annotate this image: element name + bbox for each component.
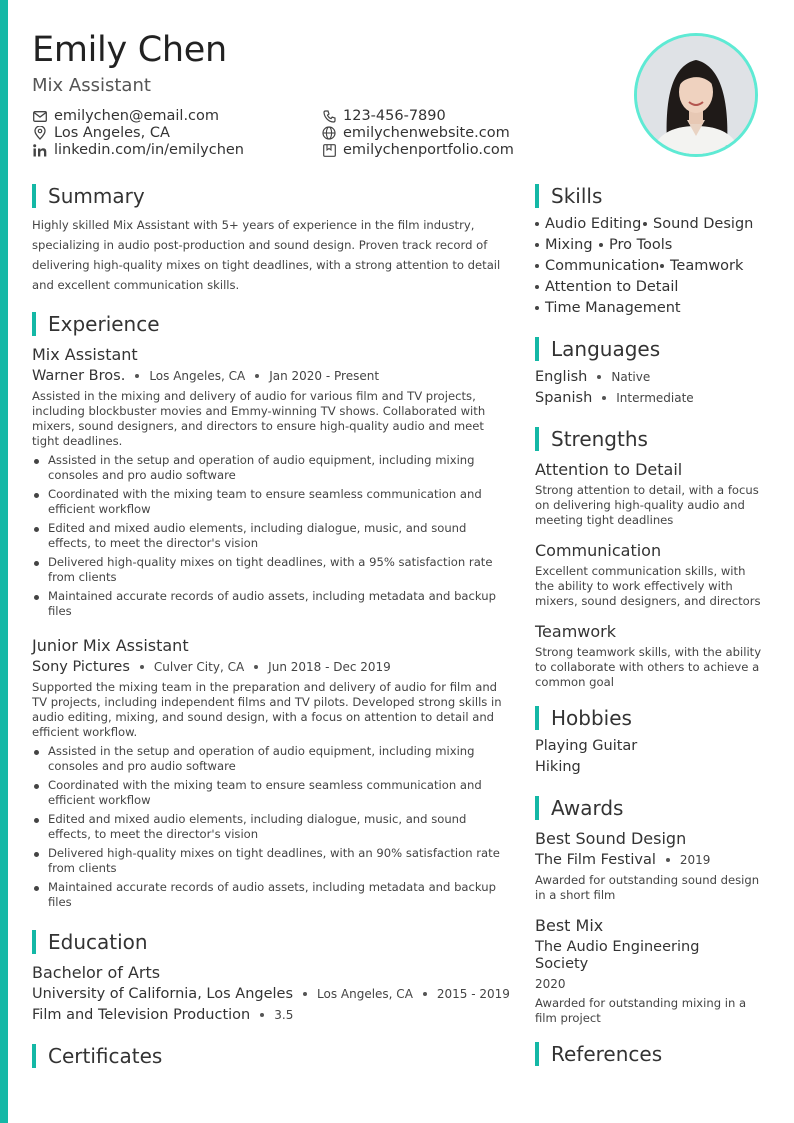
job-meta xyxy=(32,368,379,384)
hobby-item: Playing Guitar xyxy=(535,738,638,754)
education-gpa: 3.5 xyxy=(274,1008,294,1022)
job-dates: Jan 2020 - Present xyxy=(269,369,380,383)
envelope-icon xyxy=(32,109,48,123)
separator-dot xyxy=(666,858,670,862)
skill-item xyxy=(535,279,678,295)
heading-accent xyxy=(535,1042,539,1066)
candidate-role: Mix Assistant xyxy=(32,75,151,96)
heading-accent xyxy=(32,930,36,954)
skill-label: Teamwork xyxy=(670,258,744,274)
job-title: Mix Assistant xyxy=(32,345,138,364)
award-org: The Film Festival xyxy=(535,852,656,868)
job-location: Los Angeles, CA xyxy=(149,369,246,383)
experience-heading xyxy=(32,312,160,336)
education-heading xyxy=(32,930,148,954)
job-location: Culver City, CA xyxy=(153,660,245,674)
contact-email[interactable] xyxy=(32,108,219,124)
map-pin-icon xyxy=(32,126,48,140)
summary-heading xyxy=(32,184,145,208)
contact-website[interactable] xyxy=(321,125,510,141)
list-item: Coordinated with the mixing team to ensure seamless communication and efficient workflow xyxy=(32,487,510,517)
summary-heading-text: Summary xyxy=(48,184,145,208)
education-degree: Bachelor of Arts xyxy=(32,963,161,982)
references-heading-text: References xyxy=(551,1042,663,1066)
list-item: Edited and mixed audio elements, including dialogue, music, and sound effects, to meet the director's vision xyxy=(32,521,510,551)
heading-accent xyxy=(535,184,539,208)
language-row xyxy=(535,390,694,406)
separator-dot xyxy=(140,665,144,669)
separator-dot xyxy=(602,396,606,400)
skill-item xyxy=(535,300,681,316)
skill-label: Communication xyxy=(545,258,660,274)
hobby-item: Hiking xyxy=(535,759,581,775)
separator-dot xyxy=(423,992,427,996)
bullet-dot xyxy=(535,264,539,268)
contact-portfolio[interactable] xyxy=(321,142,514,158)
skill-item xyxy=(535,237,593,253)
heading-accent xyxy=(32,184,36,208)
linkedin-text: linkedin.com/in/emilychen xyxy=(54,142,244,158)
award-desc: Awarded for outstanding mixing in a film project xyxy=(535,996,747,1025)
education-field: Film and Television Production xyxy=(32,1007,251,1023)
heading-accent xyxy=(32,312,36,336)
award-meta xyxy=(535,852,710,868)
bullet-dot xyxy=(535,306,539,310)
heading-accent xyxy=(535,706,539,730)
award-title: Best Sound Design xyxy=(535,829,687,848)
skill-label: Pro Tools xyxy=(609,237,673,253)
skill-item xyxy=(643,216,753,232)
separator-dot xyxy=(597,375,601,379)
languages-heading xyxy=(535,337,660,361)
bullet-dot xyxy=(660,264,664,268)
left-accent-bar xyxy=(0,0,8,1123)
skill-item xyxy=(535,258,659,274)
strength-title: Attention to Detail xyxy=(535,460,683,479)
strengths-heading xyxy=(535,427,648,451)
education-heading-text: Education xyxy=(48,930,148,954)
separator-dot xyxy=(254,665,258,669)
bullet-dot xyxy=(535,285,539,289)
job-description: Assisted in the mixing and delivery of audio for various film and TV projects, including blockbuster movies and Emmy-winning TV shows. Collaborated with mixers, sound designers, and directors to ensure high-quality audio and meet tight deadlines. xyxy=(32,389,486,448)
languages-heading-text: Languages xyxy=(551,337,661,361)
list-item: Assisted in the setup and operation of audio equipment, including mixing consoles and pro audio software xyxy=(32,453,510,483)
hobbies-heading xyxy=(535,706,632,730)
references-heading xyxy=(535,1042,662,1066)
list-item: Maintained accurate records of audio assets, including metadata and backup files xyxy=(32,880,510,910)
list-item: Edited and mixed audio elements, including dialogue, music, and sound effects, to meet the director's vision xyxy=(32,812,510,842)
education-location: Los Angeles, CA xyxy=(317,987,413,1001)
heading-accent xyxy=(535,337,539,361)
portfolio-text: emilychenportfolio.com xyxy=(343,142,514,158)
bullet-dot xyxy=(535,243,539,247)
bullet-dot xyxy=(599,243,603,247)
phone-text: 123-456-7890 xyxy=(343,108,446,124)
list-item: Assisted in the setup and operation of audio equipment, including mixing consoles and pro audio software xyxy=(32,744,510,774)
profile-photo xyxy=(634,33,758,157)
contact-phone[interactable] xyxy=(321,108,446,124)
contact-location xyxy=(32,125,170,141)
job-company: Warner Bros. xyxy=(32,368,126,384)
candidate-name: Emily Chen xyxy=(32,30,227,70)
award-desc: Awarded for outstanding sound design in a short film xyxy=(535,873,760,902)
list-item: Delivered high-quality mixes on tight deadlines, with an 90% satisfaction rate from clients xyxy=(32,846,510,876)
portfolio-icon xyxy=(321,143,337,157)
education-dates: 2015 - 2019 xyxy=(436,987,510,1001)
hobbies-heading-text: Hobbies xyxy=(551,706,632,730)
language-name: Spanish xyxy=(535,390,593,406)
language-row xyxy=(535,369,650,385)
language-name: English xyxy=(535,369,588,385)
heading-accent xyxy=(32,1044,36,1068)
linkedin-icon xyxy=(32,143,48,157)
skill-label: Mixing xyxy=(545,237,593,253)
job-dates: Jun 2018 - Dec 2019 xyxy=(268,660,391,674)
award-year: 2019 xyxy=(679,853,711,867)
award-title: Best Mix xyxy=(535,916,604,935)
skill-item xyxy=(535,216,641,232)
job-bullets xyxy=(32,744,510,914)
strength-title: Teamwork xyxy=(535,622,617,641)
bullet-dot xyxy=(535,222,539,226)
awards-heading-text: Awards xyxy=(551,796,624,820)
skill-label: Audio Editing xyxy=(545,216,642,232)
skill-item xyxy=(660,258,743,274)
contact-linkedin[interactable] xyxy=(32,142,244,158)
list-item: Maintained accurate records of audio assets, including metadata and backup files xyxy=(32,589,510,619)
job-meta xyxy=(32,659,391,675)
awards-heading xyxy=(535,796,623,820)
experience-heading-text: Experience xyxy=(48,312,160,336)
heading-accent xyxy=(535,427,539,451)
job-bullets xyxy=(32,453,510,623)
skill-item xyxy=(599,237,672,253)
skill-label: Sound Design xyxy=(653,216,754,232)
strength-desc: Excellent communication skills, with the ability to work effectively with mixers, sound designers, and directors xyxy=(535,564,761,608)
skills-heading xyxy=(535,184,602,208)
summary-text: Highly skilled Mix Assistant with 5+ years of experience in the film industry, specializing in audio post-production and sound design. Proven track record of delivering high-quality mixes on tight deadlines, with a strong attention to detail and excellent communication skills. xyxy=(32,218,501,292)
education-meta xyxy=(32,986,510,1002)
separator-dot xyxy=(255,374,259,378)
separator-dot xyxy=(260,1013,264,1017)
education-school: University of California, Los Angeles xyxy=(32,986,294,1002)
bullet-dot xyxy=(643,222,647,226)
job-description: Supported the mixing team in the preparation and delivery of audio for film and TV projects, including independent films and TV pilots. Developed strong skills in audio editing, mixing, and sound design, with a focus on attention to detail and efficient workflow. xyxy=(32,680,502,739)
award-org: The Audio Engineering Society xyxy=(535,939,700,972)
email-text: emilychen@email.com xyxy=(54,108,220,124)
phone-icon xyxy=(321,109,337,123)
strengths-heading-text: Strengths xyxy=(551,427,648,451)
separator-dot xyxy=(135,374,139,378)
strength-desc: Strong attention to detail, with a focus on delivering high-quality audio and meeting tight deadlines xyxy=(535,483,759,527)
location-text: Los Angeles, CA xyxy=(54,125,170,141)
certificates-heading-text: Certificates xyxy=(48,1044,163,1068)
strength-desc: Strong teamwork skills, with the ability to collaborate with others to achieve a common goal xyxy=(535,645,762,689)
job-company: Sony Pictures xyxy=(32,659,130,675)
skills-heading-text: Skills xyxy=(551,184,603,208)
heading-accent xyxy=(535,796,539,820)
language-level: Intermediate xyxy=(616,391,694,405)
language-level: Native xyxy=(611,370,651,384)
skill-label: Time Management xyxy=(545,300,681,316)
globe-icon xyxy=(321,126,337,140)
separator-dot xyxy=(303,992,307,996)
education-field-row xyxy=(32,1007,293,1023)
certificates-heading xyxy=(32,1044,162,1068)
strength-title: Communication xyxy=(535,541,662,560)
list-item: Coordinated with the mixing team to ensure seamless communication and efficient workflow xyxy=(32,778,510,808)
list-item: Delivered high-quality mixes on tight deadlines, with a 95% satisfaction rate from clients xyxy=(32,555,510,585)
website-text: emilychenwebsite.com xyxy=(343,125,510,141)
skill-label: Attention to Detail xyxy=(545,279,679,295)
award-year: 2020 xyxy=(535,977,566,991)
job-title: Junior Mix Assistant xyxy=(32,636,189,655)
